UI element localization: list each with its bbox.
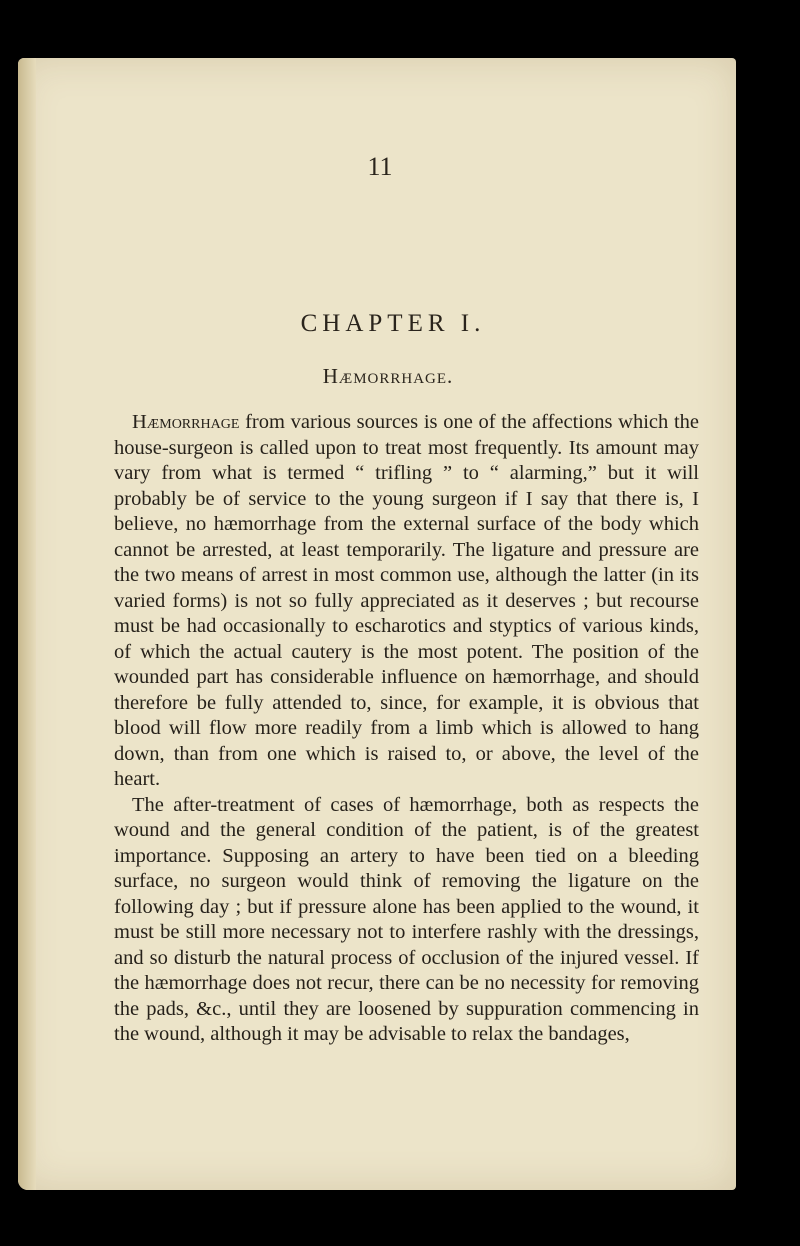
paragraph-1-text: from various sources is one of the affections which the house-surgeon is called upon to treat most frequently. Its amount may vary from what is termed “ trifling ” to “ alarming,” but it will probably be of service to the young surgeon if I say that there is, I believe, no hæmorrhage from the external surface of the body which cannot be arrested, at least temporarily. The ligature and pressure are the two means of arrest in most common use, although the latter (in its varied forms) is not so fully appreciated as it deserves ; but recourse must be had occasionally to escharotics and styptics of various kinds, of which the actual cautery is the most potent. The position of the wounded part has considerable influence on hæmorrhage, and should therefore be fully attended to, since, for example, it is obvious that blood will flow more readily from a limb which is allowed to hang down, than from one which is raised to, or above, the level of the heart. (114, 411, 699, 790)
paragraph-1 (114, 410, 699, 793)
paragraph-1-lead: Hæmorrhage (132, 411, 240, 433)
page-number: 11 (367, 152, 393, 181)
page-spine (18, 58, 36, 1190)
body-text (114, 410, 699, 1048)
chapter-title: CHAPTER I. (300, 310, 486, 337)
paragraph-2-text: The after-treatment of cases of hæmorrhage, both as respects the wound and the general condition of the patient, is of the greatest importance. Supposing an artery to have been tied on a bleeding surface, no surgeon would think of removing the ligature on the following day ; but if pressure alone has been applied to the wound, it must be still more necessary not to interfere rashly with the dressings, and so disturb the natural process of occlusion of the injured vessel. If the hæmorrhage does not recur, there can be no necessity for removing the pads, &c., until they are loosened by suppuration commencing in the wound, although it may be advisable to relax the bandages, (114, 793, 699, 1045)
book-page (18, 58, 736, 1190)
paragraph-2 (114, 793, 699, 1048)
section-title: Hæmorrhage. (322, 364, 454, 388)
